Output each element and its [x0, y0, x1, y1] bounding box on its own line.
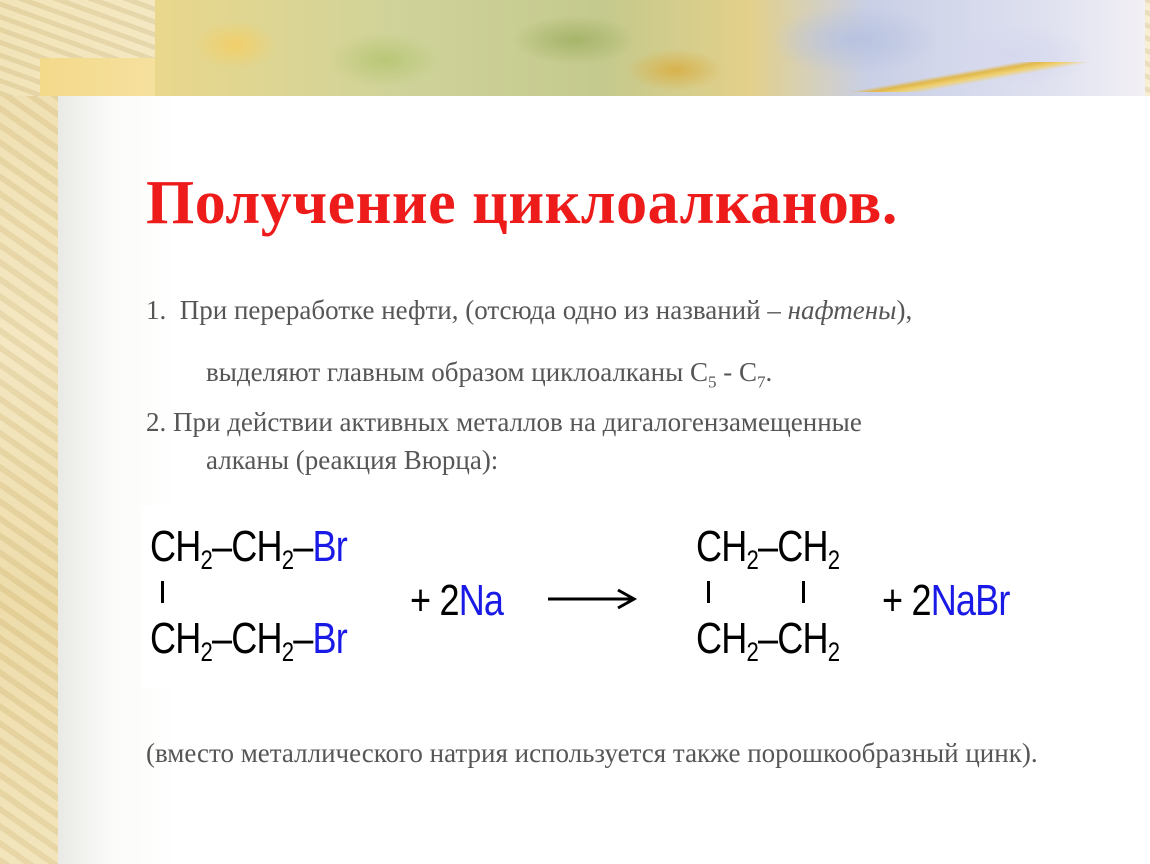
item1-line2-prefix: выделяют главным образом циклоалканы С [206, 357, 708, 387]
item1-text-before: При переработке нефти, (отсюда одно из названий – [179, 295, 788, 325]
reagent-sodium: + 2Na [410, 576, 504, 625]
reactant-bottom-formula: $CH_2-CH_2-Br$ [150, 614, 347, 667]
item2-line1: 2. При действии активных металлов на дигалогензамещенные [146, 407, 862, 437]
item1-line2-end: . [765, 357, 773, 387]
item1-line1 [146, 295, 912, 326]
item1-line2-sub2: 7 [756, 372, 766, 392]
reactant-top-halogen: Br [312, 522, 347, 571]
product-ring-bond-right [802, 581, 805, 603]
note-zinc: (вместо металлического натрия используется также порошкообразный цинк). [146, 738, 1038, 768]
product-top-formula: $CH_2-CH_2$ [696, 522, 840, 575]
product-ring-bond-left [707, 581, 710, 603]
background-left-strip [0, 0, 60, 864]
item1-number: 1. [146, 295, 167, 325]
item2-line2: алканы (реакция Вюрца): [206, 445, 499, 475]
byproduct-sodium-bromide: + 2NaBr [882, 576, 1010, 625]
item1-line2 [206, 357, 772, 392]
item1-text-after: ), [896, 295, 913, 325]
product-bottom-formula: $CH_2-CH_2$ [696, 614, 840, 667]
reactant-top-formula: $CH_2-CH_2-Br$ [150, 522, 347, 575]
reactant-ring-bond [161, 581, 164, 603]
item1-emphasis: нафтены [787, 295, 897, 325]
slide-title: Получение циклоалканов. [146, 169, 898, 237]
reactant-bottom-halogen: Br [312, 614, 347, 663]
item1-line2-sub1: 5 [707, 372, 717, 392]
decorative-gold-flourish [820, 62, 1140, 92]
reaction-arrow-icon [548, 586, 638, 612]
item1-line2-mid: - С [716, 357, 757, 387]
